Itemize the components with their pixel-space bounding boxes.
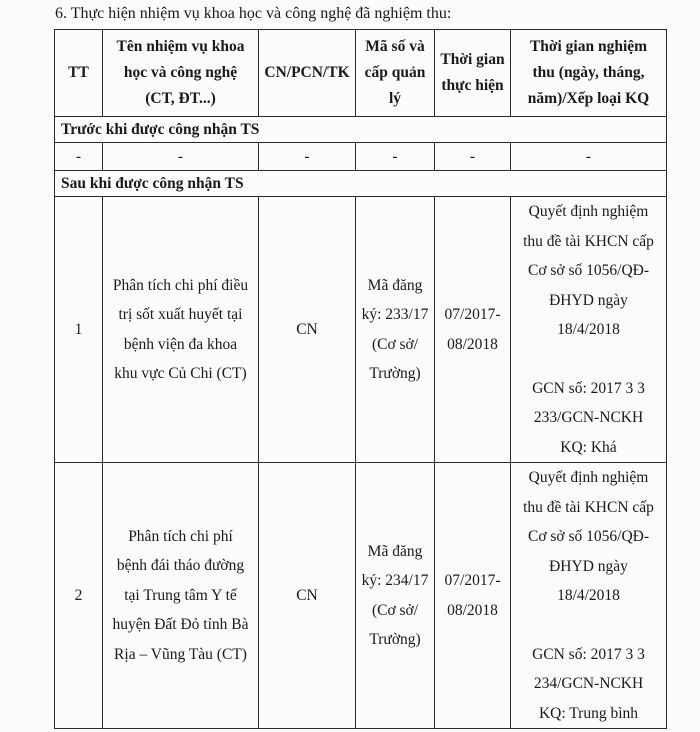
row-number: 1 [55,197,103,463]
dash-cell: - [356,143,435,171]
task-code: Mã đăng ký: 234/17 (Cơ sở/ Trường) [356,463,435,729]
task-role: CN [259,463,356,729]
task-period: 07/2017- 08/2018 [435,197,511,463]
dash-cell: - [511,143,667,171]
header-acceptance: Thời gian nghiệm thu (ngày, tháng, năm)/Xếp loại KQ [511,30,667,117]
task-name: Phân tích chi phí điều trị sốt xuất huyết tại bệnh viện đa khoa khu vực Củ Chi (CT) [103,197,259,463]
header-role: CN/PCN/TK [259,30,356,117]
dash-cell: - [55,143,103,171]
section-row-before [55,117,667,143]
header-period: Thời gian thực hiện [435,30,511,117]
header-code: Mã số và cấp quản lý [356,30,435,117]
header-name: Tên nhiệm vụ khoa học và công nghệ (CT, ĐT...) [103,30,259,117]
task-period: 07/2017- 08/2018 [435,463,511,729]
section-row-after [55,171,667,197]
task-role: CN [259,197,356,463]
task-acceptance: Quyết định nghiệm thu đề tài KHCN cấp Cơ sở số 1056/QĐ- ĐHYD ngày 18/4/2018 GCN số: 2017 3 3 234/GCN-NCKH KQ: Trung bình [511,463,667,729]
row-number: 2 [55,463,103,729]
section-heading: 6. Thực hiện nhiệm vụ khoa học và công nghệ đã nghiệm thu: [55,5,452,22]
task-name: Phân tích chi phí bệnh đái tháo đường tại Trung tâm Y tế huyện Đất Đỏ tỉnh Bà Rịa – Vũng Tàu (CT) [103,463,259,729]
section-label-before: Trước khi được công nhận TS [55,117,667,143]
table-row [55,463,667,729]
empty-row [55,143,667,171]
dash-cell: - [103,143,259,171]
header-row [55,30,667,117]
task-code: Mã đăng ký: 233/17 (Cơ sở/ Trường) [356,197,435,463]
task-acceptance: Quyết định nghiệm thu đề tài KHCN cấp Cơ sở số 1056/QĐ- ĐHYD ngày 18/4/2018 GCN số: 2017 3 3 233/GCN-NCKH KQ: Khá [511,197,667,463]
research-tasks-table [54,29,667,729]
dash-cell: - [259,143,356,171]
header-tt: TT [55,30,103,117]
table-row [55,197,667,463]
section-label-after: Sau khi được công nhận TS [55,171,667,197]
dash-cell: - [435,143,511,171]
